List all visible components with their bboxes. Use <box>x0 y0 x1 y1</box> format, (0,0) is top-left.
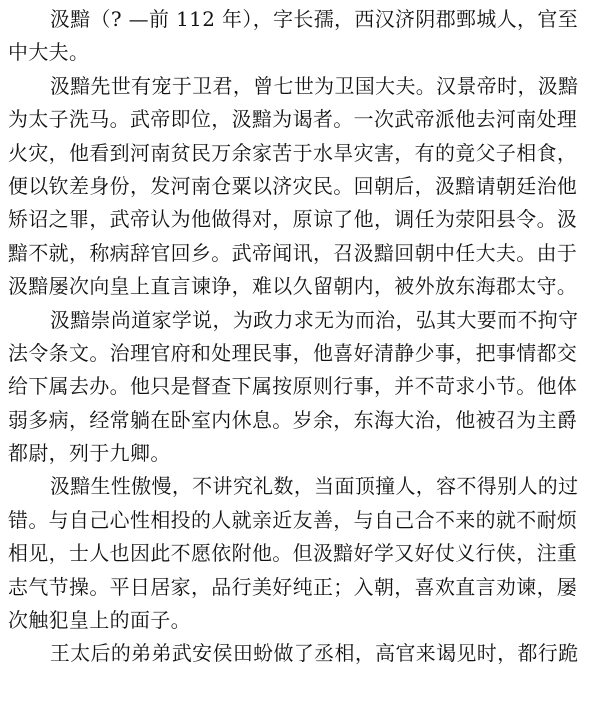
paragraph-first-line: 汲黯崇尚道家学说，为政力求无为而治，弘其大要而不拘守 <box>49 307 579 332</box>
paragraph-line: 法令条文。治理官府和处理民事，他喜好清静少事，把事情都交 <box>8 340 578 365</box>
paragraph-line: 都尉，列于九卿。 <box>8 441 171 466</box>
paragraph-line: 黯不就，称病辞官回乡。武帝闻讯，召汲黯回朝中任大夫。由于 <box>8 240 578 265</box>
article-body <box>8 3 594 671</box>
paragraph-first-line: 汲黯先世有宠于卫君，曾七世为卫国大夫。汉景帝时，汲黯 <box>49 73 579 98</box>
paragraph-first-line: 汲黯生性傲慢，不讲究礼数，当面顶撞人，容不得别人的过 <box>49 474 579 499</box>
paragraph-line: 志气节操。平日居家，品行美好纯正；入朝，喜欢直言劝谏，屡 <box>8 574 578 599</box>
paragraph-line: 汲黯屡次向皇上直言谏诤，难以久留朝内，被外放东海郡太守。 <box>8 274 578 299</box>
paragraph-line: 为太子洗马。武帝即位，汲黯为谒者。一次武帝派他去河南处理 <box>8 107 578 132</box>
paragraph-line: 火灾，他看到河南贫民万余家苦于水旱灾害，有的竟父子相食， <box>8 140 578 165</box>
paragraph-line: 给下属去办。他只是督查下属按原则行事，并不苛求小节。他体 <box>8 374 578 399</box>
paragraph-line: 错。与自己心性相投的人就亲近友善，与自己合不来的就不耐烦 <box>8 507 578 532</box>
paragraph-line: 弱多病，经常躺在卧室内休息。岁余，东海大治，他被召为主爵 <box>8 407 578 432</box>
paragraph-line: 次触犯皇上的面子。 <box>8 608 191 633</box>
paragraph-first-line: 王太后的弟弟武安侯田蚡做了丞相，高官来谒见时，都行跪 <box>49 641 579 666</box>
paragraph-line: 矫诏之罪，武帝认为他做得对，原谅了他，调任为荥阳县令。汲 <box>8 207 578 232</box>
paragraph-line: 便以钦差身份，发河南仓粟以济灾民。回朝后，汲黯请朝廷治他 <box>8 173 578 198</box>
paragraph-first-line: 汲黯（? —前 112 年），字长孺，西汉济阴郡鄄城人，官至 <box>49 7 579 31</box>
paragraph-line: 中大夫。 <box>8 40 90 65</box>
paragraph-line: 相见，士人也因此不愿依附他。但汲黯好学又好仗义行侠，注重 <box>8 541 578 566</box>
